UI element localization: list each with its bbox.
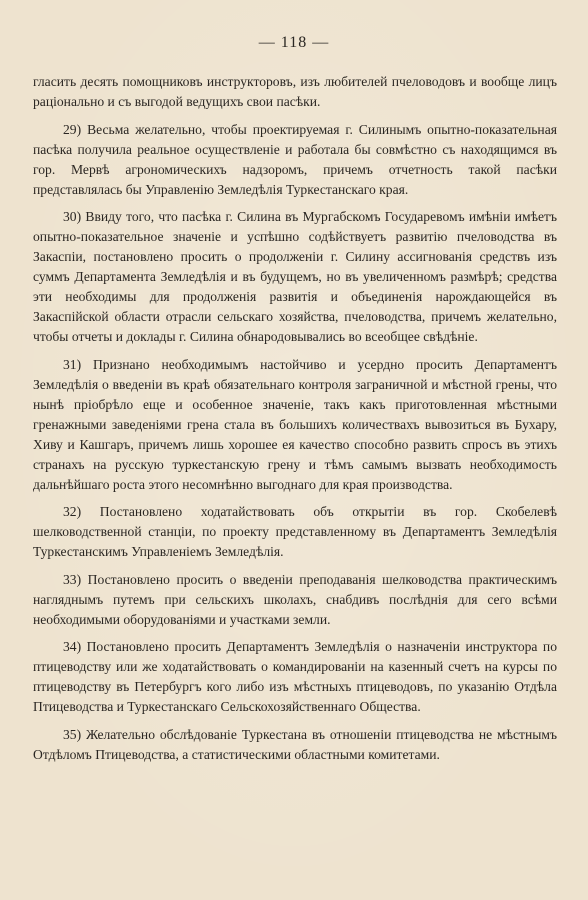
paragraph-33: 33) Постановлено просить о введеніи преподаванія шелководства практическимъ нагляднымъ путемъ при сельскихъ школахъ, снабдивъ послѣднія для сего всѣми необходимыми оборудованіями и участками земли. xyxy=(33,571,557,627)
paragraph-31: 31) Признано необходимымъ настойчиво и усердно просить Департаментъ Земледѣлія о введеніи въ краѣ обязательнаго контроля заграничной и мѣстной грены, что нынѣ пріобрѣло еще и особенное значеніе, такъ какъ приготовленная мѣстными гренажными заведеніями грена стала въ большихъ количествахъ вывозиться въ Бухару, Хиву и Кашгаръ, причемъ лишь хорошее ея качество способно развить спросъ въ этихъ странахъ на русскую туркестанскую грену и тѣмъ самымъ вызвать необходимость дальнѣйшаго роста этого несомнѣнно выгоднаго для края производства. xyxy=(33,356,557,492)
paragraph-35: 35) Желательно обслѣдованіе Туркестана въ отношеніи птицеводства не мѣстнымъ Отдѣломъ Птицеводства, а статистическими областными комитетами. xyxy=(33,726,557,762)
paragraph-32: 32) Постановлено ходатайствовать объ открытіи въ гор. Скобелевѣ шелководственной станціи, по проекту представленному въ Департаментъ Земледѣлія Туркестанскимъ Управленіемъ Земледѣлія. xyxy=(33,504,557,559)
page-body xyxy=(33,72,557,772)
paragraph-30: 30) Ввиду того, что пасѣка г. Силина въ Мургабскомъ Государевомъ имѣніи имѣетъ опытно-показательное значеніе и успѣшно содѣйствуетъ развитію пчеловодства въ Закаспіи, постановлено просить о продолженіи г. Силину ассигнованія средствъ изъ суммъ Департамента Земледѣлія и въ будущемъ, но въ увеличенномъ размѣрѣ; средства эти необходимы для продолженія развитія и объединенія нарождающейся въ Закаспійской области отрасли сельскаго хозяйства, пчеловодства, причемъ желательно, чтобы отчеты и доклады г. Силина обнародовывались во всеобщее свѣдѣніе. xyxy=(33,209,557,344)
paragraph-continuation: гласить десять помощниковъ инструкторовъ, изъ любителей пчеловодовъ и вообще лицъ раціонально и съ выгодой ведущихъ свои пасѣки. xyxy=(33,74,557,109)
paragraph-34: 34) Постановлено просить Департаментъ Земледѣлія о назначеніи инструктора по птицеводству или же ходатайствовать о командированіи на казенный счетъ на курсы по птицеводству въ Петербургъ кого либо изъ мѣстныхъ птицеводовъ, по указанію Отдѣла Птицеводства и Туркестанскаго Сельскохозяйственнаго Общества. xyxy=(33,639,557,714)
paragraph-29: 29) Весьма желательно, чтобы проектируемая г. Силинымъ опытно-показательная пасѣка получила реальное осуществленіе и работала бы совмѣстно съ находящимся въ гор. Мервѣ агрономическихъ надзоромъ, причемъ отчетность такой пасѣки представлялась бы Управленію Земледѣлія Туркестанскаго края. xyxy=(33,121,557,197)
page-number: — 118 — xyxy=(258,34,330,51)
